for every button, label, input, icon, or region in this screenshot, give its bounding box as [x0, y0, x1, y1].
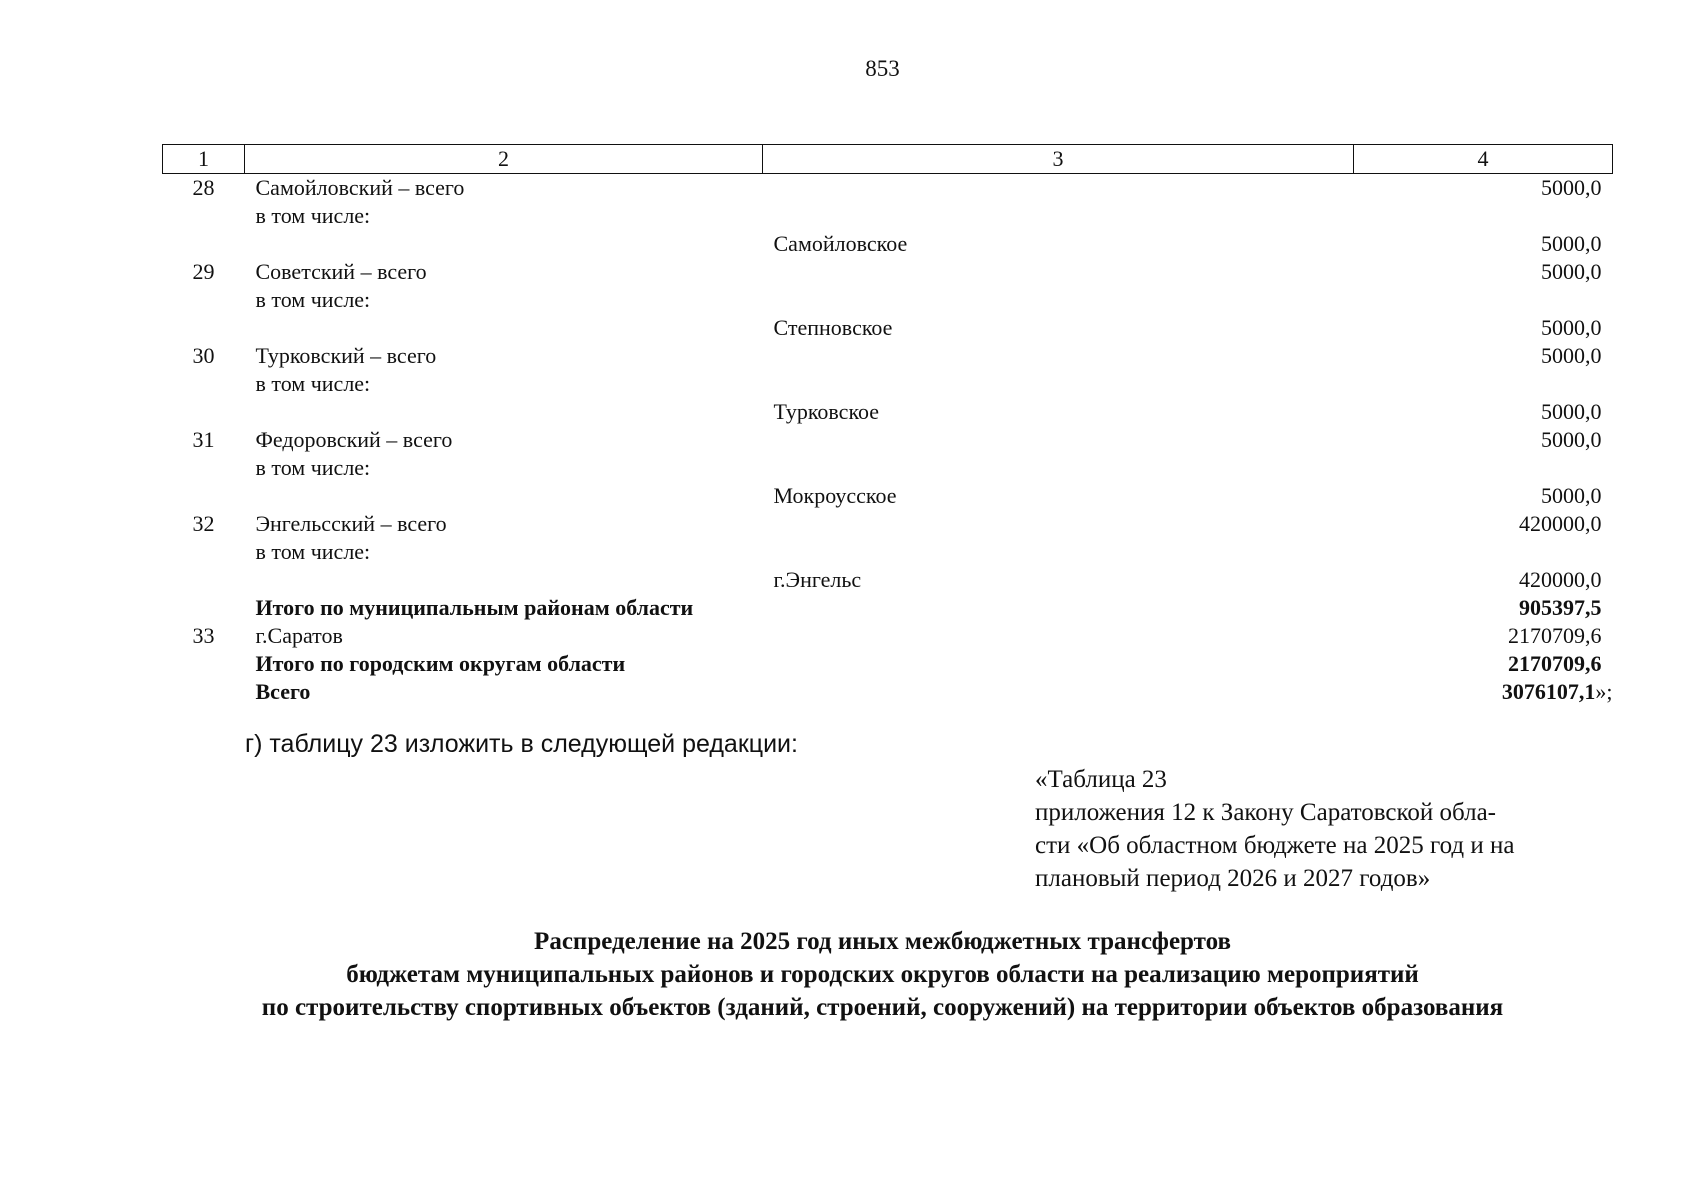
settlement-name-cell: г.Энгельс: [773, 567, 862, 592]
district-name-cell: в том числе:: [255, 287, 371, 312]
district-name-cell: Энгельсский – всего: [255, 511, 447, 536]
district-name-cell: в том числе:: [255, 371, 371, 396]
annex-table-label: «Таблица 23: [1035, 766, 1167, 793]
amount-cell: [1354, 286, 1613, 314]
table-row: [163, 258, 1613, 286]
column-header-1: 1: [163, 145, 245, 174]
settlement-name-cell: [763, 594, 1354, 622]
column-header-3: 3: [763, 145, 1354, 174]
row-number-cell: 32: [192, 511, 215, 536]
table-title: [0, 925, 1697, 1024]
transfers-table: [162, 144, 1613, 706]
row-number-cell: 31: [192, 427, 215, 452]
row-number-cell: [163, 398, 245, 426]
row-number-cell: 29: [192, 259, 215, 284]
row-number-cell: [163, 538, 245, 566]
district-name-cell: г.Саратов: [255, 623, 343, 648]
district-name-cell: в том числе:: [255, 203, 371, 228]
row-number-cell: [163, 594, 245, 622]
amount-cell: 5000,0: [1541, 483, 1602, 508]
amount-cell: [1354, 538, 1613, 566]
settlement-name-cell: [763, 342, 1354, 370]
table-row: [163, 314, 1613, 342]
distribution-table-continued: [162, 144, 1612, 706]
total-row: [163, 678, 1613, 706]
settlement-name-cell: Мокроусское: [773, 483, 897, 508]
district-name-cell: [245, 482, 763, 510]
district-name-cell: Самойловский – всего: [255, 175, 465, 200]
table-row: [163, 342, 1613, 370]
settlement-name-cell: [763, 370, 1354, 398]
amount-cell: [1354, 370, 1613, 398]
amendment-instruction: г) таблицу 23 изложить в следующей редакции:: [245, 730, 798, 758]
district-name-cell: Советский – всего: [255, 259, 427, 284]
district-name-cell: Всего: [255, 679, 311, 704]
row-number-cell: [163, 678, 245, 706]
title-line: по строительству спортивных объектов (зданий, строений, сооружений) на территории объектов образования: [261, 994, 1504, 1021]
settlement-name-cell: Самойловское: [773, 231, 908, 256]
table-row: [163, 174, 1613, 203]
row-number-cell: 28: [192, 175, 215, 200]
settlement-name-cell: Степновское: [773, 315, 893, 340]
amount-cell: 3076107,1»;: [1501, 679, 1613, 704]
row-number-cell: [163, 286, 245, 314]
column-number-header-row: [163, 145, 1613, 174]
row-number-cell: [163, 202, 245, 230]
page-number: 853: [865, 56, 900, 81]
amount-cell: 5000,0: [1541, 175, 1602, 200]
annex-text-line: приложения 12 к Закону Саратовской обла-: [1035, 799, 1496, 826]
table-row: [163, 454, 1613, 482]
table-row: [163, 286, 1613, 314]
table-row: [163, 426, 1613, 454]
district-name-cell: [245, 398, 763, 426]
settlement-name-cell: [763, 538, 1354, 566]
amount-cell: 420000,0: [1519, 511, 1602, 536]
amount-cell: [1354, 454, 1613, 482]
annex-text-line: сти «Об областном бюджете на 2025 год и на: [1035, 832, 1515, 859]
district-name-cell: в том числе:: [255, 455, 371, 480]
amount-cell: 5000,0: [1541, 343, 1602, 368]
row-number-cell: [163, 454, 245, 482]
district-name-cell: Итого по городским округам области: [255, 651, 626, 676]
amount-cell: [1354, 202, 1613, 230]
table-row: [163, 482, 1613, 510]
settlement-name-cell: [763, 426, 1354, 454]
table-row: [163, 538, 1613, 566]
table-row: [163, 370, 1613, 398]
table-row: [163, 398, 1613, 426]
row-number-cell: [163, 482, 245, 510]
district-name-cell: [245, 314, 763, 342]
amount-cell: 905397,5: [1519, 595, 1602, 620]
settlement-name-cell: Турковское: [773, 399, 880, 424]
settlement-name-cell: [763, 510, 1354, 538]
district-name-cell: [245, 566, 763, 594]
row-number-cell: 30: [192, 343, 215, 368]
amount-cell: 5000,0: [1541, 427, 1602, 452]
settlement-name-cell: [763, 174, 1354, 203]
amount-cell: 2170709,6: [1508, 623, 1602, 648]
district-name-cell: [245, 230, 763, 258]
total-row: [163, 650, 1613, 678]
table-row: [163, 622, 1613, 650]
row-number-cell: [163, 370, 245, 398]
district-name-cell: Федоровский – всего: [255, 427, 453, 452]
total-row: [163, 594, 1613, 622]
table-row: [163, 510, 1613, 538]
settlement-name-cell: [763, 258, 1354, 286]
row-number-cell: [163, 650, 245, 678]
district-name-cell: Итого по муниципальным районам области: [255, 595, 694, 620]
column-header-4: 4: [1354, 145, 1613, 174]
row-number-cell: [163, 314, 245, 342]
row-number-cell: [163, 566, 245, 594]
table-row: [163, 566, 1613, 594]
title-line: Распределение на 2025 год иных межбюджетных трансфертов: [534, 928, 1231, 955]
district-name-cell: Турковский – всего: [255, 343, 437, 368]
amount-cell: 5000,0: [1541, 315, 1602, 340]
amount-cell: 2170709,6: [1508, 651, 1602, 676]
closing-quote-suffix: »;: [1595, 679, 1613, 704]
settlement-name-cell: [763, 650, 1354, 678]
amount-cell: 5000,0: [1541, 231, 1602, 256]
amount-cell: 420000,0: [1519, 567, 1602, 592]
table-body: [163, 174, 1613, 707]
settlement-name-cell: [763, 202, 1354, 230]
column-header-2: 2: [245, 145, 763, 174]
district-name-cell: в том числе:: [255, 539, 371, 564]
annex-text-line: плановый период 2026 и 2027 годов»: [1035, 865, 1431, 892]
table-row: [163, 202, 1613, 230]
annex-reference: [1035, 763, 1595, 895]
settlement-name-cell: [763, 622, 1354, 650]
table-row: [163, 230, 1613, 258]
row-number-cell: [163, 230, 245, 258]
title-line: бюджетам муниципальных районов и городских округов области на реализацию мероприятий: [346, 961, 1419, 988]
amount-cell: 5000,0: [1541, 259, 1602, 284]
amount-cell: 5000,0: [1541, 399, 1602, 424]
settlement-name-cell: [763, 286, 1354, 314]
settlement-name-cell: [763, 678, 1354, 706]
row-number-cell: 33: [192, 623, 215, 648]
settlement-name-cell: [763, 454, 1354, 482]
